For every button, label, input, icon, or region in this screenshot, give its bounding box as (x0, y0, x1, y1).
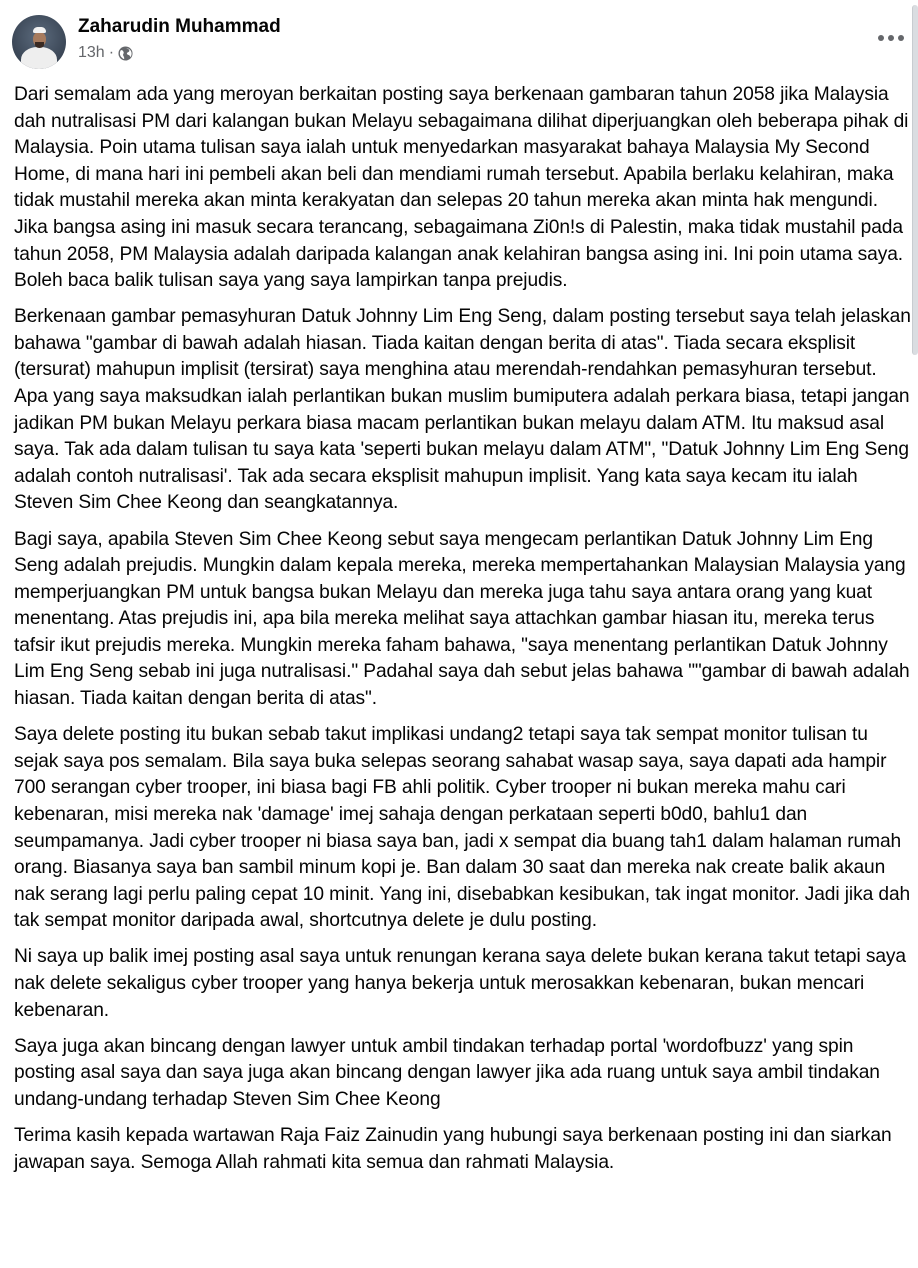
post-header (12, 14, 281, 70)
author-name[interactable]: Zaharudin Muhammad (78, 16, 281, 37)
post-paragraph-5: Ni saya up balik imej posting asal saya untuk renungan kerana saya delete bukan kerana takut tetapi saya nak delete sekaligus cyber trooper yang hanya bekerja untuk merosakkan kebenaran, bukan mencari kebenaran. (14, 946, 906, 1021)
post-time-row (78, 43, 281, 63)
post-paragraph-1: Dari semalam ada yang meroyan berkaitan posting saya berkenaan gambaran tahun 2058 jika Malaysia dah nutralisasi PM dari kalangan bukan Melayu sebagaimana dilihat diperjuangkan oleh beberapa pihak di Malaysia. Poin utama tulisan saya ialah untuk menyedarkan masyarakat bahaya Malaysia My Second Home, di mana hari ini pembeli akan beli dan mendiami rumah tersebut. Apabila berlaku kelahiran, maka tidak mustahil mereka akan minta kerakyatan dan selepas 20 tahun mereka akan minta hak mengundi. Jika bangsa asing ini masuk secara terancang, sebagaimana Zi0n!s di Palestin, maka tidak mustahil pada tahun 2058, PM Malaysia adalah daripada kalangan anak kelahiran bangsa asing ini. Ini poin utama saya. Boleh baca balik tulisan saya yang saya lampirkan tanpa prejudis. (14, 84, 909, 292)
post-paragraph-4: Saya delete posting itu bukan sebab takut implikasi undang2 tetapi saya tak sempat monitor tulisan tu sejak saya pos semalam. Bila saya buka selepas seorang sahabat wasap saya, saya dapati ada hampir 700 serangan cyber trooper, ini biasa bagi FB ahli politik. Cyber trooper ni bukan mereka mahu cari kebenaran, misi mereka nak 'damage' imej sahaja dengan perkataan seperti b0d0, bahlu1 dan seumpamanya. Jadi cyber trooper ni biasa saya ban, jadi x sempat dia buang tah1 dalam halaman rumah orang. Biasanya saya ban sambil minum kopi je. Ban dalam 30 saat dan mereka nak create balik akaun nak serang lagi perlu paling cepat 10 minit. Yang ini, disebabkan kesibukan, tak ingat monitor. Jadi jika dah tak sempat monitor daripada awal, shortcutnya delete je dulu posting. (14, 724, 911, 932)
post-paragraph-3: Bagi saya, apabila Steven Sim Chee Keong sebut saya mengecam perlantikan Datuk Johnny Lim Eng Seng adalah prejudis. Mungkin dalam kepala mereka, mereka mempertahankan Malaysian Malaysia yang memperjuangkan PM untuk bangsa bukan Melayu dan mereka juga tahu saya antara orang yang kuat menentang. Atas prejudis ini, apa bila mereka melihat saya attachkan gambar hiasan itu, mereka terus tafsir ikut prejudis mereka. Mungkin mereka faham bahawa, "saya menentang perlantikan Datuk Johnny Lim Eng Seng sebab ini juga nutralisasi." Padahal saya dah sebut jelas bahawa ""gambar di bawah adalah hiasan. Tiada kaitan dengan berita di atas". (14, 528, 910, 710)
more-options-button[interactable] (878, 32, 904, 44)
more-dot-icon (878, 35, 884, 41)
more-dot-icon (888, 35, 894, 41)
vertical-scrollbar[interactable] (912, 5, 918, 355)
post-body (14, 82, 912, 1186)
post-meta (78, 16, 281, 63)
post-paragraph-7: Terima kasih kepada wartawan Raja Faiz Zainudin yang hubungi saya berkenaan posting ini dan siarkan jawapan saya. Semoga Allah rahmati kita semua dan rahmati Malaysia. (14, 1124, 892, 1173)
post-paragraph-2: Berkenaan gambar pemasyhuran Datuk Johnny Lim Eng Seng, dalam posting tersebut saya telah jelaskan bahawa "gambar di bawah adalah hiasan. Tiada kaitan dengan berita di atas". Tiada secara eksplisit (tersurat) mahupun implisit (tersirat) saya menghina atau merendah-rendahkan pemasyhuran tersebut. Apa yang saya maksudkan ialah perlantikan bukan muslim bumiputera adalah perkara biasa, tetapi jangan jadikan PM bukan Melayu perkara biasa macam perlantikan bukan melayu dalam ATM. Itu maksud asal saya. Tak ada dalam tulisan tu saya kata 'seperti bukan melayu dalam ATM", "Datuk Johnny Lim Eng Seng adalah contoh nutralisasi'. Tak ada secara eksplisit mahupun implisit. Yang kata saya kecam itu ialah Steven Sim Chee Keong dan seangkatannya. (14, 306, 911, 514)
separator-dot: · (108, 44, 115, 61)
globe-icon[interactable] (118, 46, 133, 61)
post-paragraph-6: Saya juga akan bincang dengan lawyer untuk ambil tindakan terhadap portal 'wordofbuzz' yang spin posting asal saya dan saya juga akan bincang dengan lawyer jika ada ruang untuk saya ambil tindakan undang-undang terhadap Steven Sim Chee Keong (14, 1035, 880, 1110)
post-timestamp[interactable]: 13h (78, 44, 105, 61)
more-dot-icon (898, 35, 904, 41)
author-avatar[interactable] (12, 15, 66, 69)
